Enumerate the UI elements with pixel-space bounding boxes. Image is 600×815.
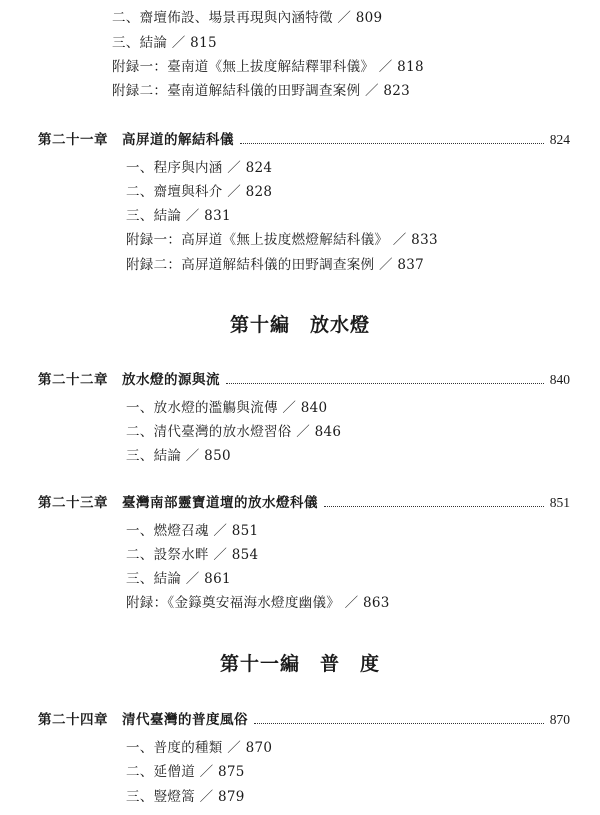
part-heading-11: 第十一編 普 度: [219, 653, 380, 675]
chapter-number: 第二十一章: [38, 132, 108, 148]
chapter-title: 清代臺灣的普度風俗: [122, 712, 248, 728]
chapter-title: 臺灣南部靈寶道壇的放水燈科儀: [122, 495, 318, 511]
toc-item: 二、設祭水畔 ／ 854: [126, 547, 259, 563]
chapter-22-heading: [38, 371, 570, 389]
part-heading-10: 第十編 放水燈: [229, 314, 370, 336]
toc-item: 二、延僧道 ／ 875: [126, 764, 245, 780]
toc-item: 附録二：臺南道解結科儀的田野調查案例 ／ 823: [112, 83, 411, 99]
chapter-24-heading: [38, 711, 570, 729]
chapter-number: 第二十三章: [38, 495, 108, 511]
chapter-page: 824: [549, 132, 570, 147]
toc-item: 三、結論 ／ 831: [126, 208, 231, 224]
toc-item: 二、清代臺灣的放水燈習俗 ／ 846: [126, 424, 342, 440]
toc-item: 一、放水燈的濫觴與流傳 ／ 840: [126, 400, 328, 416]
toc-item: 二、齋壇與科介 ／ 828: [126, 184, 273, 200]
toc-item: 一、普度的種類 ／ 870: [126, 740, 273, 756]
chapter-page: 870: [549, 712, 570, 727]
toc-item: 一、燃燈召魂 ／ 851: [126, 523, 259, 539]
toc-item: 三、結論 ／ 861: [126, 571, 231, 587]
chapter-title: 高屏道的解結科儀: [122, 132, 234, 148]
chapter-23-heading: [38, 494, 570, 512]
chapter-page: 851: [549, 495, 570, 510]
chapter-number: 第二十二章: [38, 372, 108, 388]
dot-leader: [324, 506, 544, 507]
dot-leader: [240, 143, 544, 144]
toc-item: 一、程序與内涵 ／ 824: [126, 160, 273, 176]
toc-item: 附録一：臺南道《無上拔度解結釋罪科儀》 ／ 818: [112, 59, 424, 75]
toc-item: 附録二：高屏道解結科儀的田野調查案例 ／ 837: [126, 257, 425, 273]
toc-item: 三、結論 ／ 850: [126, 448, 231, 464]
chapter-21-heading: [38, 131, 570, 149]
chapter-title: 放水燈的源與流: [122, 372, 220, 388]
chapter-number: 第二十四章: [38, 712, 108, 728]
toc-item: 附録一：高屏道《無上拔度燃燈解結科儀》 ／ 833: [126, 232, 438, 248]
toc-item: 三、豎燈篙 ／ 879: [126, 789, 245, 805]
chapter-page: 840: [549, 372, 570, 387]
toc-item: 三、結論 ／ 815: [112, 35, 217, 51]
dot-leader: [254, 723, 544, 724]
toc-item: 附録：《金籙奠安福海水燈度幽儀》 ／ 863: [126, 595, 390, 611]
toc-item: 二、齋壇佈設、場景再現與內涵特徵 ／ 809: [112, 10, 383, 26]
dot-leader: [226, 383, 544, 384]
